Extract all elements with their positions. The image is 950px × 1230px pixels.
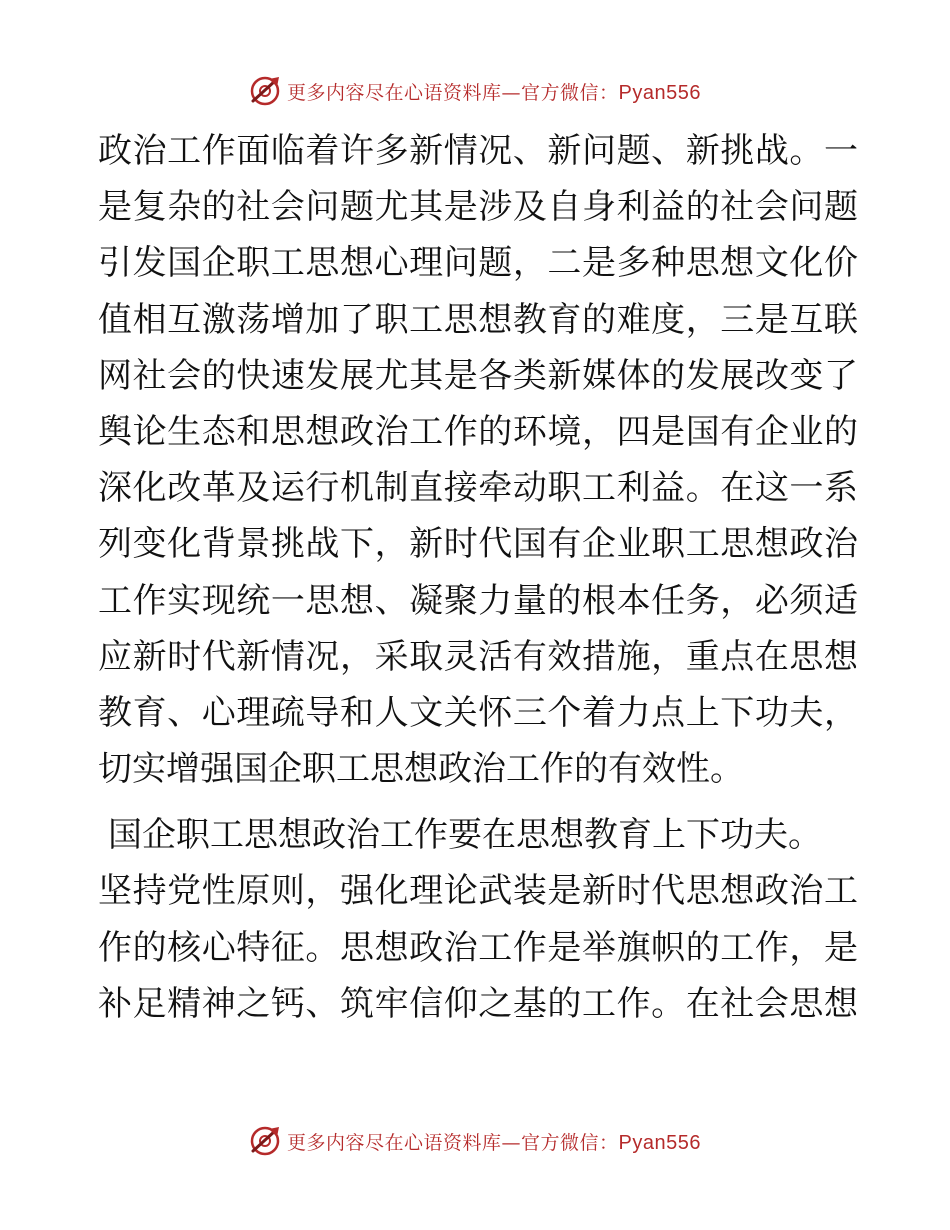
header-banner-title: 更多内容尽在心语资料库 [287, 81, 502, 104]
quill-logo-icon [249, 75, 281, 107]
paragraph-gap [98, 797, 858, 807]
footer-banner-wechat-label: 官方微信： [521, 1131, 619, 1154]
text-line: 列变化背景挑战下，新时代国有企业职工思想政治 [98, 524, 858, 565]
text-line: 值相互激荡增加了职工思想教育的难度，三是互联 [98, 299, 858, 340]
text-line: 引发国企职工思想心理问题，二是多种思想文化价 [98, 243, 858, 284]
document-body [98, 123, 858, 1032]
header-banner-text [287, 78, 701, 105]
paragraph-1 [98, 123, 858, 797]
text-line: 深化改革及运行机制直接牵动职工利益。在这一系 [98, 468, 858, 509]
text-line: 舆论生态和思想政治工作的环境，四是国有企业的 [98, 411, 858, 452]
quill-logo-icon [249, 1125, 281, 1157]
header-banner-wechat-label: 官方微信： [521, 81, 619, 104]
text-line: 网社会的快速发展尤其是各类新媒体的发展改变了 [98, 355, 858, 396]
text-line: 是复杂的社会问题尤其是涉及自身利益的社会问题 [98, 187, 858, 228]
footer-banner [0, 1121, 950, 1161]
footer-banner-text [287, 1128, 701, 1155]
text-line: 坚持党性原则，强化理论武装是新时代思想政治工 [98, 871, 858, 912]
footer-banner-wechat-id: Pyan556 [618, 1131, 701, 1154]
text-line: 教育、心理疏导和人文关怀三个着力点上下功夫， [98, 692, 858, 733]
header-banner-wechat-id: Pyan556 [618, 81, 701, 104]
text-line: 政治工作面临着许多新情况、新问题、新挑战。一 [98, 131, 858, 171]
text-line: 工作实现统一思想、凝聚力量的根本任务，必须适 [98, 580, 858, 621]
footer-banner-separator: — [501, 1131, 522, 1154]
footer-banner-title: 更多内容尽在心语资料库 [287, 1131, 502, 1154]
header-banner-separator: — [501, 81, 522, 104]
text-line: 作的核心特征。思想政治工作是举旗帜的工作，是 [98, 927, 858, 968]
section-heading: 国企职工思想政治工作要在思想教育上下功夫。 [108, 815, 822, 856]
text-line: 切实增强国企职工思想政治工作的有效性。 [98, 749, 744, 790]
header-banner [0, 71, 950, 111]
paragraph-2 [98, 807, 858, 1032]
text-line: 补足精神之钙、筑牢信仰之基的工作。在社会思想 [98, 983, 858, 1024]
text-line: 应新时代新情况，采取灵活有效措施，重点在思想 [98, 636, 858, 677]
